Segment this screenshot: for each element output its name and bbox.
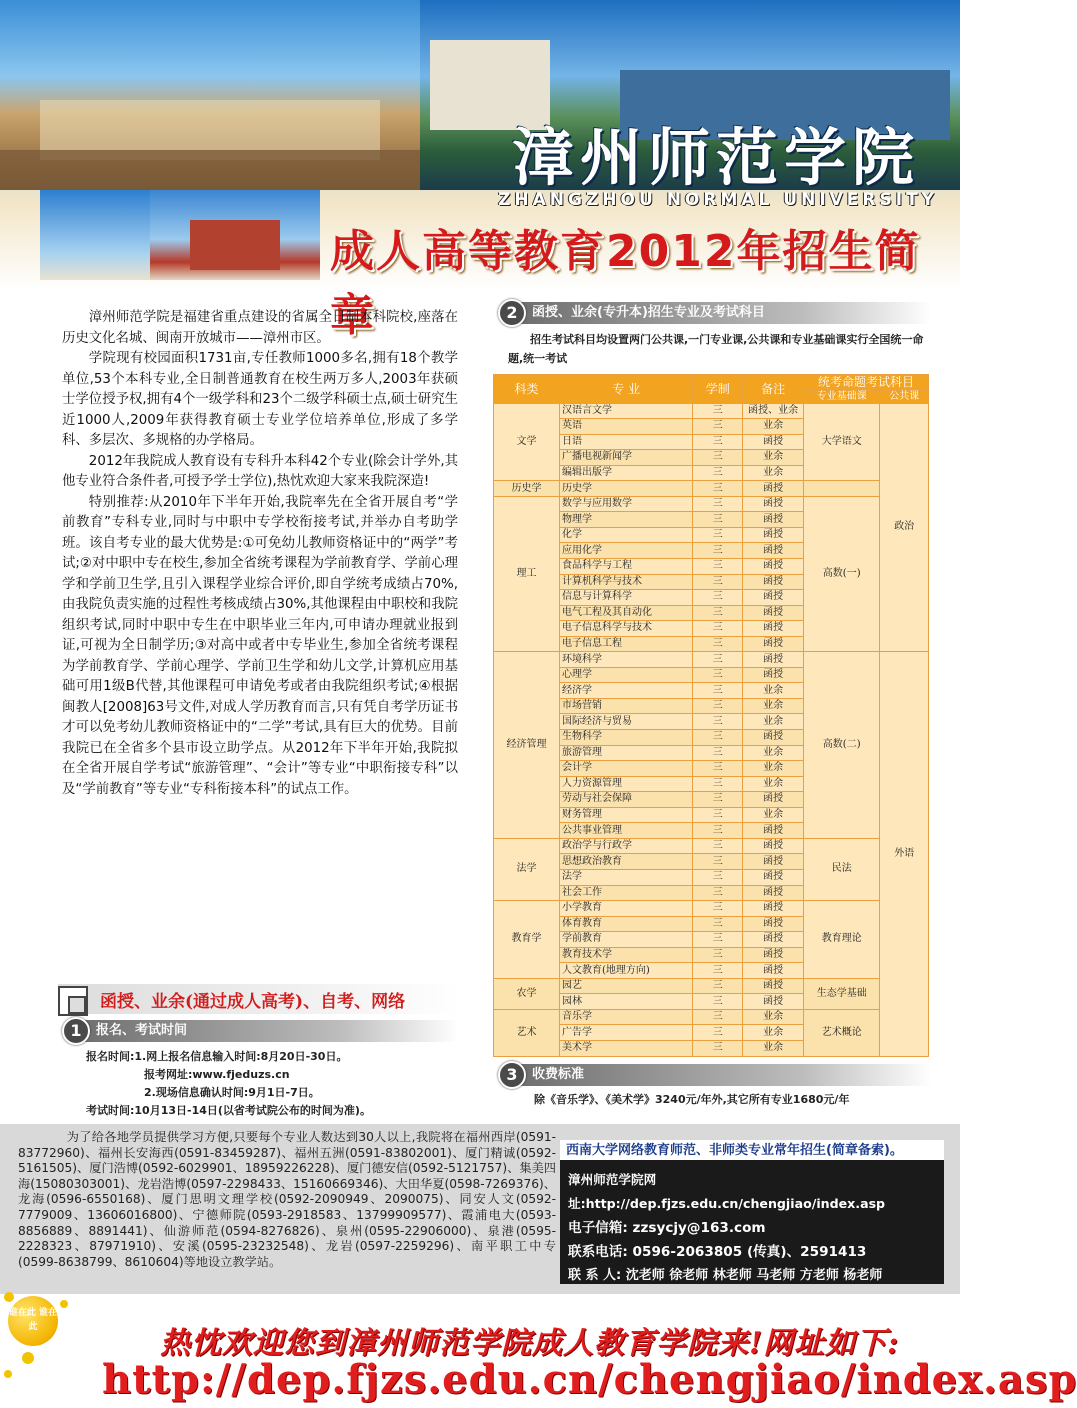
- duration-cell: 三: [693, 1025, 743, 1041]
- table-row: [494, 496, 929, 512]
- major-cell: 社会工作: [560, 885, 693, 901]
- major-cell: 生物科学: [560, 730, 693, 746]
- remark-cell: 函授: [743, 916, 804, 932]
- category-cell: 经济管理: [494, 652, 560, 839]
- col-header-public: 公共课: [880, 390, 929, 403]
- campus-photo-statue: [40, 190, 150, 280]
- table-row: [494, 901, 929, 917]
- public-course-foreign-language: 外语: [880, 652, 929, 1056]
- major-cell: 英语: [560, 419, 693, 435]
- remark-cell: 函授: [743, 496, 804, 512]
- intro-paragraph: 特别推荐:从2010年下半年开始,我院率先在全省开展自考“学前教育”专科专业,同时与中职中专学校衔接考试,并举办自考助学班。该自考专业的最大优势是:①可免幼儿教师资格证中的“两学”考试;②对中职中专在校生,参加全省统考课程为学前教育学、学前心理学和学前卫生学,且引入课程学业综合评价,即自学统考成绩占70%,由我院负责实施的过程性考核成绩占30%,其他课程由中职校和我院组织考试,同时中职中专生在中职毕业三年内,可申请办理就业报到证,可视为全日制学历;③对高中或者中专毕业生,参加全省统考课程为学前教育学、学前心理学、学前卫生学和幼儿文学,计算机应用基础可用1级B代替,其他课程可申请免考或者由我院组织考试;④根据闽教人[2008]63号文件,对成人学历教育而言,只有凭自考学历证书才可以免考幼儿教师资格证中的“二学”考试,具有巨大的优势。目前我院已在全省多个县市设立助学点。从2012年下半年开始,我院拟在全省开展自学考试“旅游管理”、“会计”等专业“中职衔接专科”以及“学前教育”等专业“专科衔接本科”的试点工作。: [62, 494, 458, 797]
- remark-cell: 业余: [743, 807, 804, 823]
- intro-paragraph: 2012年我院成人教育设有专科升本科42个专业(除会计学外,其他专业符合条件者,可授予学士学位),热忱欢迎大家来我院深造!: [62, 453, 458, 489]
- section-number-badge: 1: [62, 1017, 90, 1045]
- duration-cell: 三: [693, 854, 743, 870]
- table-row: [494, 838, 929, 854]
- remark-cell: 业余: [743, 1025, 804, 1041]
- duration-cell: 三: [693, 916, 743, 932]
- duration-cell: 三: [693, 512, 743, 528]
- major-cell: 环境科学: [560, 652, 693, 668]
- fee-text: 除《音乐学》、《美术学》3240元/年外,其它所有专业1680元/年: [534, 1093, 850, 1106]
- majors-table-wrap: [493, 374, 929, 1057]
- school-name-logo: 漳州师范学院: [511, 121, 920, 194]
- confirmation-time: 2.现场信息确认时间:9月1日-7日。: [144, 1086, 320, 1099]
- major-cell: 数学与应用数学: [560, 496, 693, 512]
- table-row: [494, 481, 929, 497]
- table-row: [494, 652, 929, 668]
- category-cell: 教育学: [494, 901, 560, 979]
- campus-photo-gate: [0, 0, 420, 190]
- duration-cell: 三: [693, 481, 743, 497]
- remark-cell: 函授: [743, 947, 804, 963]
- major-cell: 应用化学: [560, 543, 693, 559]
- duration-cell: 三: [693, 667, 743, 683]
- duration-cell: 三: [693, 885, 743, 901]
- duration-cell: 三: [693, 434, 743, 450]
- remark-cell: 函授: [743, 823, 804, 839]
- mascot-badge: 谁在此 谁在此: [8, 1296, 58, 1346]
- col-header-basic: 专业基础课: [804, 390, 880, 403]
- section-title: 收费标准: [532, 1067, 585, 1082]
- branches-paragraph: 为了给各地学员提供学习方便,只要每个专业人数达到30人以上,我院将在福州西岸(0591-83772960)、福州长安海西(0591-83459287)、福州五洲(0591-83802001)、厦门精诚(0592-5161505)、厦门浩博(0592-6029901、18959226228)、厦门德安信(0592-5121757)、集美四海(15080303001)、龙岩浩博(0597-2298433、15160669346)、大田华夏(0598-7269376)、龙海(0596-6550168)、厦门思明文理学校(0592-2090949、2090075)、同安人文(0592-7779009、13606016800)、宁德师院(0593-2918583、13799909577)、霞浦电大(0593-8856889、8891441)、仙游师范(0594-8276826)、泉州(0595-22906000)、泉港(0595-2228323、87971910)、安溪(0595-23232548)、龙岩(0597-2259296)、南平职工中专(0599-8638799、8610604)等地设立教学站。: [18, 1130, 556, 1269]
- duration-cell: 三: [693, 994, 743, 1010]
- remark-cell: 函授: [743, 590, 804, 606]
- remark-cell: 函授: [743, 932, 804, 948]
- major-cell: 政治学与行政学: [560, 838, 693, 854]
- section-header-schedule: [66, 1020, 458, 1042]
- remark-cell: 业余: [743, 745, 804, 761]
- duration-cell: 三: [693, 1009, 743, 1025]
- duration-cell: 三: [693, 947, 743, 963]
- basic-course-cell: 高数(二): [804, 652, 880, 839]
- duration-cell: 三: [693, 543, 743, 559]
- duration-cell: 三: [693, 574, 743, 590]
- major-cell: 食品科学与工程: [560, 559, 693, 575]
- duration-cell: 三: [693, 683, 743, 699]
- major-cell: 音乐学: [560, 1009, 693, 1025]
- intro-paragraph: 学院现有校园面积1731亩,专任教师1000多名,拥有18个教学单位,53个本科专业,全日制普通教育在校生两万多人,2003年获硕士学位授予权,拥有4个一级学科和23个二级学科硕士点,硕士研究生近1000人,2009年获得教育硕士专业学位培养单位,形成了多学科、多层次、多规格的办学格局。: [62, 351, 458, 448]
- major-cell: 园林: [560, 994, 693, 1010]
- table-row: [494, 403, 929, 419]
- duration-cell: 三: [693, 932, 743, 948]
- major-cell: 美术学: [560, 1040, 693, 1056]
- major-cell: 体育教育: [560, 916, 693, 932]
- remark-cell: 函授: [743, 978, 804, 994]
- category-cell: 文学: [494, 403, 560, 481]
- duration-cell: 三: [693, 714, 743, 730]
- contact-email: 电子信箱: zzsycjy@163.com: [568, 1220, 766, 1236]
- major-cell: 会计学: [560, 761, 693, 777]
- duration-cell: 三: [693, 698, 743, 714]
- basic-course-cell: 民法: [804, 838, 880, 900]
- exam-time: 考试时间:10月13日-14日(以省考试院公布的时间为准)。: [86, 1104, 371, 1117]
- basic-course-cell: 高数(一): [804, 496, 880, 651]
- section-title: 报名、考试时间: [96, 1023, 188, 1038]
- major-cell: 公共事业管理: [560, 823, 693, 839]
- category-cell: 艺术: [494, 1009, 560, 1056]
- major-cell: 广播电视新闻学: [560, 450, 693, 466]
- duration-cell: 三: [693, 1040, 743, 1056]
- page-title: 成人高等教育2012年招生简章: [330, 226, 921, 341]
- section-number-badge: 3: [498, 1061, 526, 1089]
- duration-cell: 三: [693, 450, 743, 466]
- registration-site: 报考网址:www.fjeduzs.cn: [144, 1068, 290, 1081]
- major-cell: 广告学: [560, 1025, 693, 1041]
- major-cell: 小学教育: [560, 901, 693, 917]
- remark-cell: 函授: [743, 885, 804, 901]
- section-header-fees: [502, 1064, 932, 1086]
- intro-paragraph: 漳州师范学院是福建省重点建设的省属全日制本科院校,座落在历史文化名城、闽南开放城市——漳州市区。: [62, 310, 458, 346]
- major-cell: 心理学: [560, 667, 693, 683]
- duration-cell: 三: [693, 590, 743, 606]
- basic-course-cell: [804, 481, 880, 497]
- remark-cell: 函授: [743, 730, 804, 746]
- branches-text: [18, 1130, 556, 1270]
- major-cell: 园艺: [560, 978, 693, 994]
- duration-cell: 三: [693, 761, 743, 777]
- major-cell: 财务管理: [560, 807, 693, 823]
- remark-cell: 函授: [743, 963, 804, 979]
- duration-cell: 三: [693, 730, 743, 746]
- category-cell: 农学: [494, 978, 560, 1009]
- major-cell: 市场营销: [560, 698, 693, 714]
- duration-cell: 三: [693, 465, 743, 481]
- duration-cell: 三: [693, 605, 743, 621]
- remark-cell: 函授: [743, 481, 804, 497]
- remark-cell: 函授: [743, 838, 804, 854]
- duration-cell: 三: [693, 807, 743, 823]
- remark-cell: 业余: [743, 761, 804, 777]
- duration-cell: 三: [693, 963, 743, 979]
- exam-note: 招生考试科目均设置两门公共课,一门专业课,公共课和专业基础课实行全国统一命题,统一考试: [508, 333, 924, 365]
- major-cell: 计算机科学与技术: [560, 574, 693, 590]
- major-cell: 思想政治教育: [560, 854, 693, 870]
- remark-cell: 函授: [743, 621, 804, 637]
- welcome-banner: 热忱欢迎您到漳州师范学院成人教育学院来!网址如下:: [160, 1326, 900, 1361]
- remark-cell: 业余: [743, 419, 804, 435]
- remark-cell: 函授、业余: [743, 403, 804, 419]
- remark-cell: 函授: [743, 652, 804, 668]
- section-title: 函授、业余(专升本)招生专业及考试科目: [532, 305, 765, 320]
- remark-cell: 函授: [743, 543, 804, 559]
- table-row: [494, 1009, 929, 1025]
- remark-cell: 函授: [743, 605, 804, 621]
- school-name-english: ZHANGZHOU NORMAL UNIVERSITY: [498, 190, 938, 210]
- footer-url[interactable]: http://dep.fjzs.edu.cn/chengjiao/index.asp: [102, 1356, 1077, 1403]
- public-course-politics: 政治: [880, 403, 929, 652]
- contact-phone: 联系电话: 0596-2063805 (传真)、2591413: [568, 1244, 867, 1260]
- program-types-bar: [58, 984, 462, 1014]
- basic-course-cell: 大学语文: [804, 403, 880, 481]
- remark-cell: 业余: [743, 1040, 804, 1056]
- remark-cell: 函授: [743, 574, 804, 590]
- duration-cell: 三: [693, 636, 743, 652]
- major-cell: 劳动与社会保障: [560, 792, 693, 808]
- remark-cell: 业余: [743, 683, 804, 699]
- duration-cell: 三: [693, 838, 743, 854]
- remark-cell: 业余: [743, 714, 804, 730]
- remark-cell: 业余: [743, 698, 804, 714]
- major-cell: 历史学: [560, 481, 693, 497]
- remark-cell: 业余: [743, 450, 804, 466]
- duration-cell: 三: [693, 559, 743, 575]
- campus-photo-library: [150, 190, 320, 280]
- category-cell: 法学: [494, 838, 560, 900]
- remark-cell: 函授: [743, 667, 804, 683]
- squares-icon: [58, 986, 88, 1016]
- remark-cell: 函授: [743, 559, 804, 575]
- major-cell: 信息与计算科学: [560, 590, 693, 606]
- contact-website: 漳州师范学院网址:http://dep.fjzs.edu.cn/chengjiao/index.asp: [568, 1172, 886, 1211]
- remark-cell: 函授: [743, 994, 804, 1010]
- remark-cell: 函授: [743, 636, 804, 652]
- section-number-badge: 2: [498, 299, 526, 327]
- major-cell: 电子信息工程: [560, 636, 693, 652]
- remark-cell: 函授: [743, 901, 804, 917]
- col-header-exam-subjects: 统考命题考试科目: [804, 375, 929, 391]
- basic-course-cell: 艺术概论: [804, 1009, 880, 1056]
- major-cell: 物理学: [560, 512, 693, 528]
- duration-cell: 三: [693, 652, 743, 668]
- remark-cell: 业余: [743, 1009, 804, 1025]
- duration-cell: 三: [693, 621, 743, 637]
- duration-cell: 三: [693, 745, 743, 761]
- contact-people: 联 系 人: 沈老师 徐老师 林老师 马老师 方老师 杨老师: [568, 1268, 883, 1283]
- remark-cell: 业余: [743, 465, 804, 481]
- duration-cell: 三: [693, 792, 743, 808]
- majors-table: [493, 374, 929, 1057]
- col-header-category: 科类: [494, 375, 560, 404]
- category-cell: 历史学: [494, 481, 560, 497]
- basic-course-cell: 生态学基础: [804, 978, 880, 1009]
- duration-cell: 三: [693, 776, 743, 792]
- major-cell: 经济学: [560, 683, 693, 699]
- major-cell: 旅游管理: [560, 745, 693, 761]
- duration-cell: 三: [693, 978, 743, 994]
- major-cell: 电子信息科学与技术: [560, 621, 693, 637]
- remark-cell: 函授: [743, 854, 804, 870]
- duration-cell: 三: [693, 403, 743, 419]
- contact-header: 西南大学网络教育师范、非师类专业常年招生(简章备索)。: [560, 1140, 944, 1162]
- program-types-title: 函授、业余(通过成人高考)、自考、网络: [100, 992, 406, 1012]
- remark-cell: 业余: [743, 776, 804, 792]
- section-header-majors: [502, 302, 932, 324]
- table-row: [494, 978, 929, 994]
- duration-cell: 三: [693, 496, 743, 512]
- duration-cell: 三: [693, 527, 743, 543]
- major-cell: 国际经济与贸易: [560, 714, 693, 730]
- major-cell: 汉语言文学: [560, 403, 693, 419]
- major-cell: 人力资源管理: [560, 776, 693, 792]
- duration-cell: 三: [693, 901, 743, 917]
- remark-cell: 函授: [743, 527, 804, 543]
- duration-cell: 三: [693, 419, 743, 435]
- remark-cell: 函授: [743, 434, 804, 450]
- col-header-remark: 备注: [743, 375, 804, 404]
- col-header-duration: 学制: [693, 375, 743, 404]
- major-cell: 日语: [560, 434, 693, 450]
- duration-cell: 三: [693, 869, 743, 885]
- category-cell: 理工: [494, 496, 560, 651]
- col-header-major: 专 业: [560, 375, 693, 404]
- registration-time: 报名时间:1.网上报名信息输入时间:8月20日-30日。: [86, 1050, 348, 1063]
- major-cell: 编辑出版学: [560, 465, 693, 481]
- remark-cell: 函授: [743, 512, 804, 528]
- major-cell: 法学: [560, 869, 693, 885]
- remark-cell: 函授: [743, 869, 804, 885]
- contact-info: [568, 1168, 944, 1288]
- major-cell: 电气工程及其自动化: [560, 605, 693, 621]
- major-cell: 学前教育: [560, 932, 693, 948]
- duration-cell: 三: [693, 823, 743, 839]
- intro-text: [62, 308, 458, 800]
- major-cell: 教育技术学: [560, 947, 693, 963]
- major-cell: 人文教育(地理方向): [560, 963, 693, 979]
- remark-cell: 函授: [743, 792, 804, 808]
- basic-course-cell: 教育理论: [804, 901, 880, 979]
- major-cell: 化学: [560, 527, 693, 543]
